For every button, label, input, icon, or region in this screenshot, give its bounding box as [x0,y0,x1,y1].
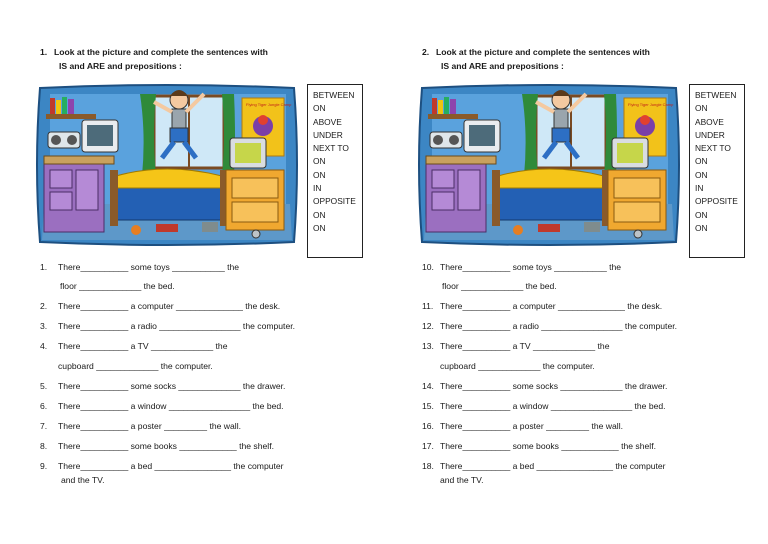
title-line-1: Look at the picture and complete the sentences with [54,47,268,57]
sentence-text: There__________ some books ____________ the shelf. [440,441,656,451]
title-line-2: IS and ARE and prepositions : [59,61,182,71]
word-item: ON [695,169,708,180]
word-item: OPPOSITE [695,196,738,207]
word-item: ON [695,209,708,220]
sentence-number: 13. [422,341,434,351]
sentence-text: and the TV. [61,475,105,485]
sentence [422,301,662,311]
sentence [422,421,623,431]
sentence [422,321,677,331]
word-item: ABOVE [695,116,724,127]
sentence-number: 1. [40,262,48,272]
word-item: ON [695,156,708,167]
sentence-number: 16. [422,421,434,431]
title-line-1: Look at the picture and complete the sentences with [436,47,650,57]
sentence [40,341,227,351]
sentence-number: 6. [40,401,48,411]
word-item: ON [313,209,326,220]
word-box [307,84,363,258]
sentence [40,421,241,431]
sentence-text: There__________ a window _________________ the bed. [440,401,666,411]
exercise-title [40,45,340,73]
exercise-number: 1. [40,47,48,57]
sentence-text: There__________ a computer ______________ the desk. [58,301,281,311]
word-item: ON [313,156,326,167]
sentence-text: cupboard _____________ the computer. [440,361,595,371]
word-item: NEXT TO [313,143,349,154]
sentence-number: 14. [422,381,434,391]
sentence-number: 2. [40,301,48,311]
sentence [422,401,666,411]
sentence-text: There__________ some toys ___________ the [440,262,622,272]
word-item: BETWEEN [313,90,355,100]
word-item: ON [313,222,326,233]
sentence-text: There__________ some socks _____________ the drawer. [58,381,286,391]
sentence-continuation [58,361,213,371]
sentence-text: There__________ a TV _____________ the [58,341,228,351]
sentence [40,441,274,451]
sentence-text: There__________ a radio _________________ the computer. [58,321,296,331]
sentence [40,381,285,391]
sentence-number: 3. [40,321,48,331]
sentence [422,262,621,272]
sentence [422,381,667,391]
bedroom-picture [418,84,680,246]
sentence-text: There__________ a bed ________________ the computer [58,461,284,471]
word-item: ABOVE [313,116,342,127]
sentence-text: There__________ some socks _____________ the drawer. [440,381,668,391]
sentence [40,401,284,411]
sentence [40,301,280,311]
sentence-number: 17. [422,441,434,451]
poster-text: Flying Tiger Jungle Camp [246,102,292,107]
poster-text: Flying Tiger Jungle Camp [628,102,674,107]
sentence-number: 18. [422,461,434,471]
exercise-number: 2. [422,47,430,57]
word-item: BETWEEN [695,90,737,100]
sentence-text: There__________ a poster _________ the wall. [58,421,241,431]
word-item: UNDER [695,129,725,140]
sentence-text: There__________ a poster _________ the wall. [440,421,623,431]
word-item: NEXT TO [695,143,731,154]
sentence [40,262,239,272]
sentence [40,321,295,331]
word-item: ON [313,103,326,114]
sentence-number: 10. [422,262,434,272]
sentence-text: There__________ a TV _____________ the [440,341,610,351]
word-item: ON [313,169,326,180]
sentence-text: There__________ some books ____________ the shelf. [58,441,274,451]
exercise-title [422,45,722,73]
sentence [422,441,656,451]
bedroom-picture [36,84,298,246]
word-item: ON [695,103,708,114]
sentence-text: There__________ a computer ______________ the desk. [440,301,663,311]
sentence-text: floor _____________ the bed. [60,281,175,291]
sentence-number: 7. [40,421,48,431]
sentence-text: There__________ some toys ___________ the [58,262,240,272]
sentence-text: floor _____________ the bed. [442,281,557,291]
sentence-number: 12. [422,321,434,331]
word-item: OPPOSITE [313,196,356,207]
sentence-text: cupboard _____________ the computer. [58,361,213,371]
sentence-number: 11. [422,301,434,311]
sentence [422,341,609,351]
sentence-number: 5. [40,381,48,391]
sentence-number: 9. [40,461,48,471]
sentence-text: There__________ a radio _________________ the computer. [440,321,678,331]
word-item: IN [313,183,322,194]
worksheet-2 [382,0,766,544]
sentence-number: 8. [40,441,48,451]
sentence [422,461,666,471]
sentence-continuation [60,281,175,291]
word-item: UNDER [313,129,343,140]
word-item: IN [695,183,704,194]
title-line-2: IS and ARE and prepositions : [441,61,564,71]
sentence-number: 15. [422,401,434,411]
sentence-continuation [61,475,104,485]
sentence-number: 4. [40,341,48,351]
sentence-text: There__________ a window _________________ the bed. [58,401,284,411]
sentence-continuation [442,281,557,291]
sentence-text: and the TV. [440,475,484,485]
word-item: ON [695,222,708,233]
sentence [40,461,284,471]
word-box [689,84,745,258]
sentence-continuation [440,361,595,371]
sentence-text: There__________ a bed ________________ the computer [440,461,666,471]
sentence-continuation [440,475,483,485]
